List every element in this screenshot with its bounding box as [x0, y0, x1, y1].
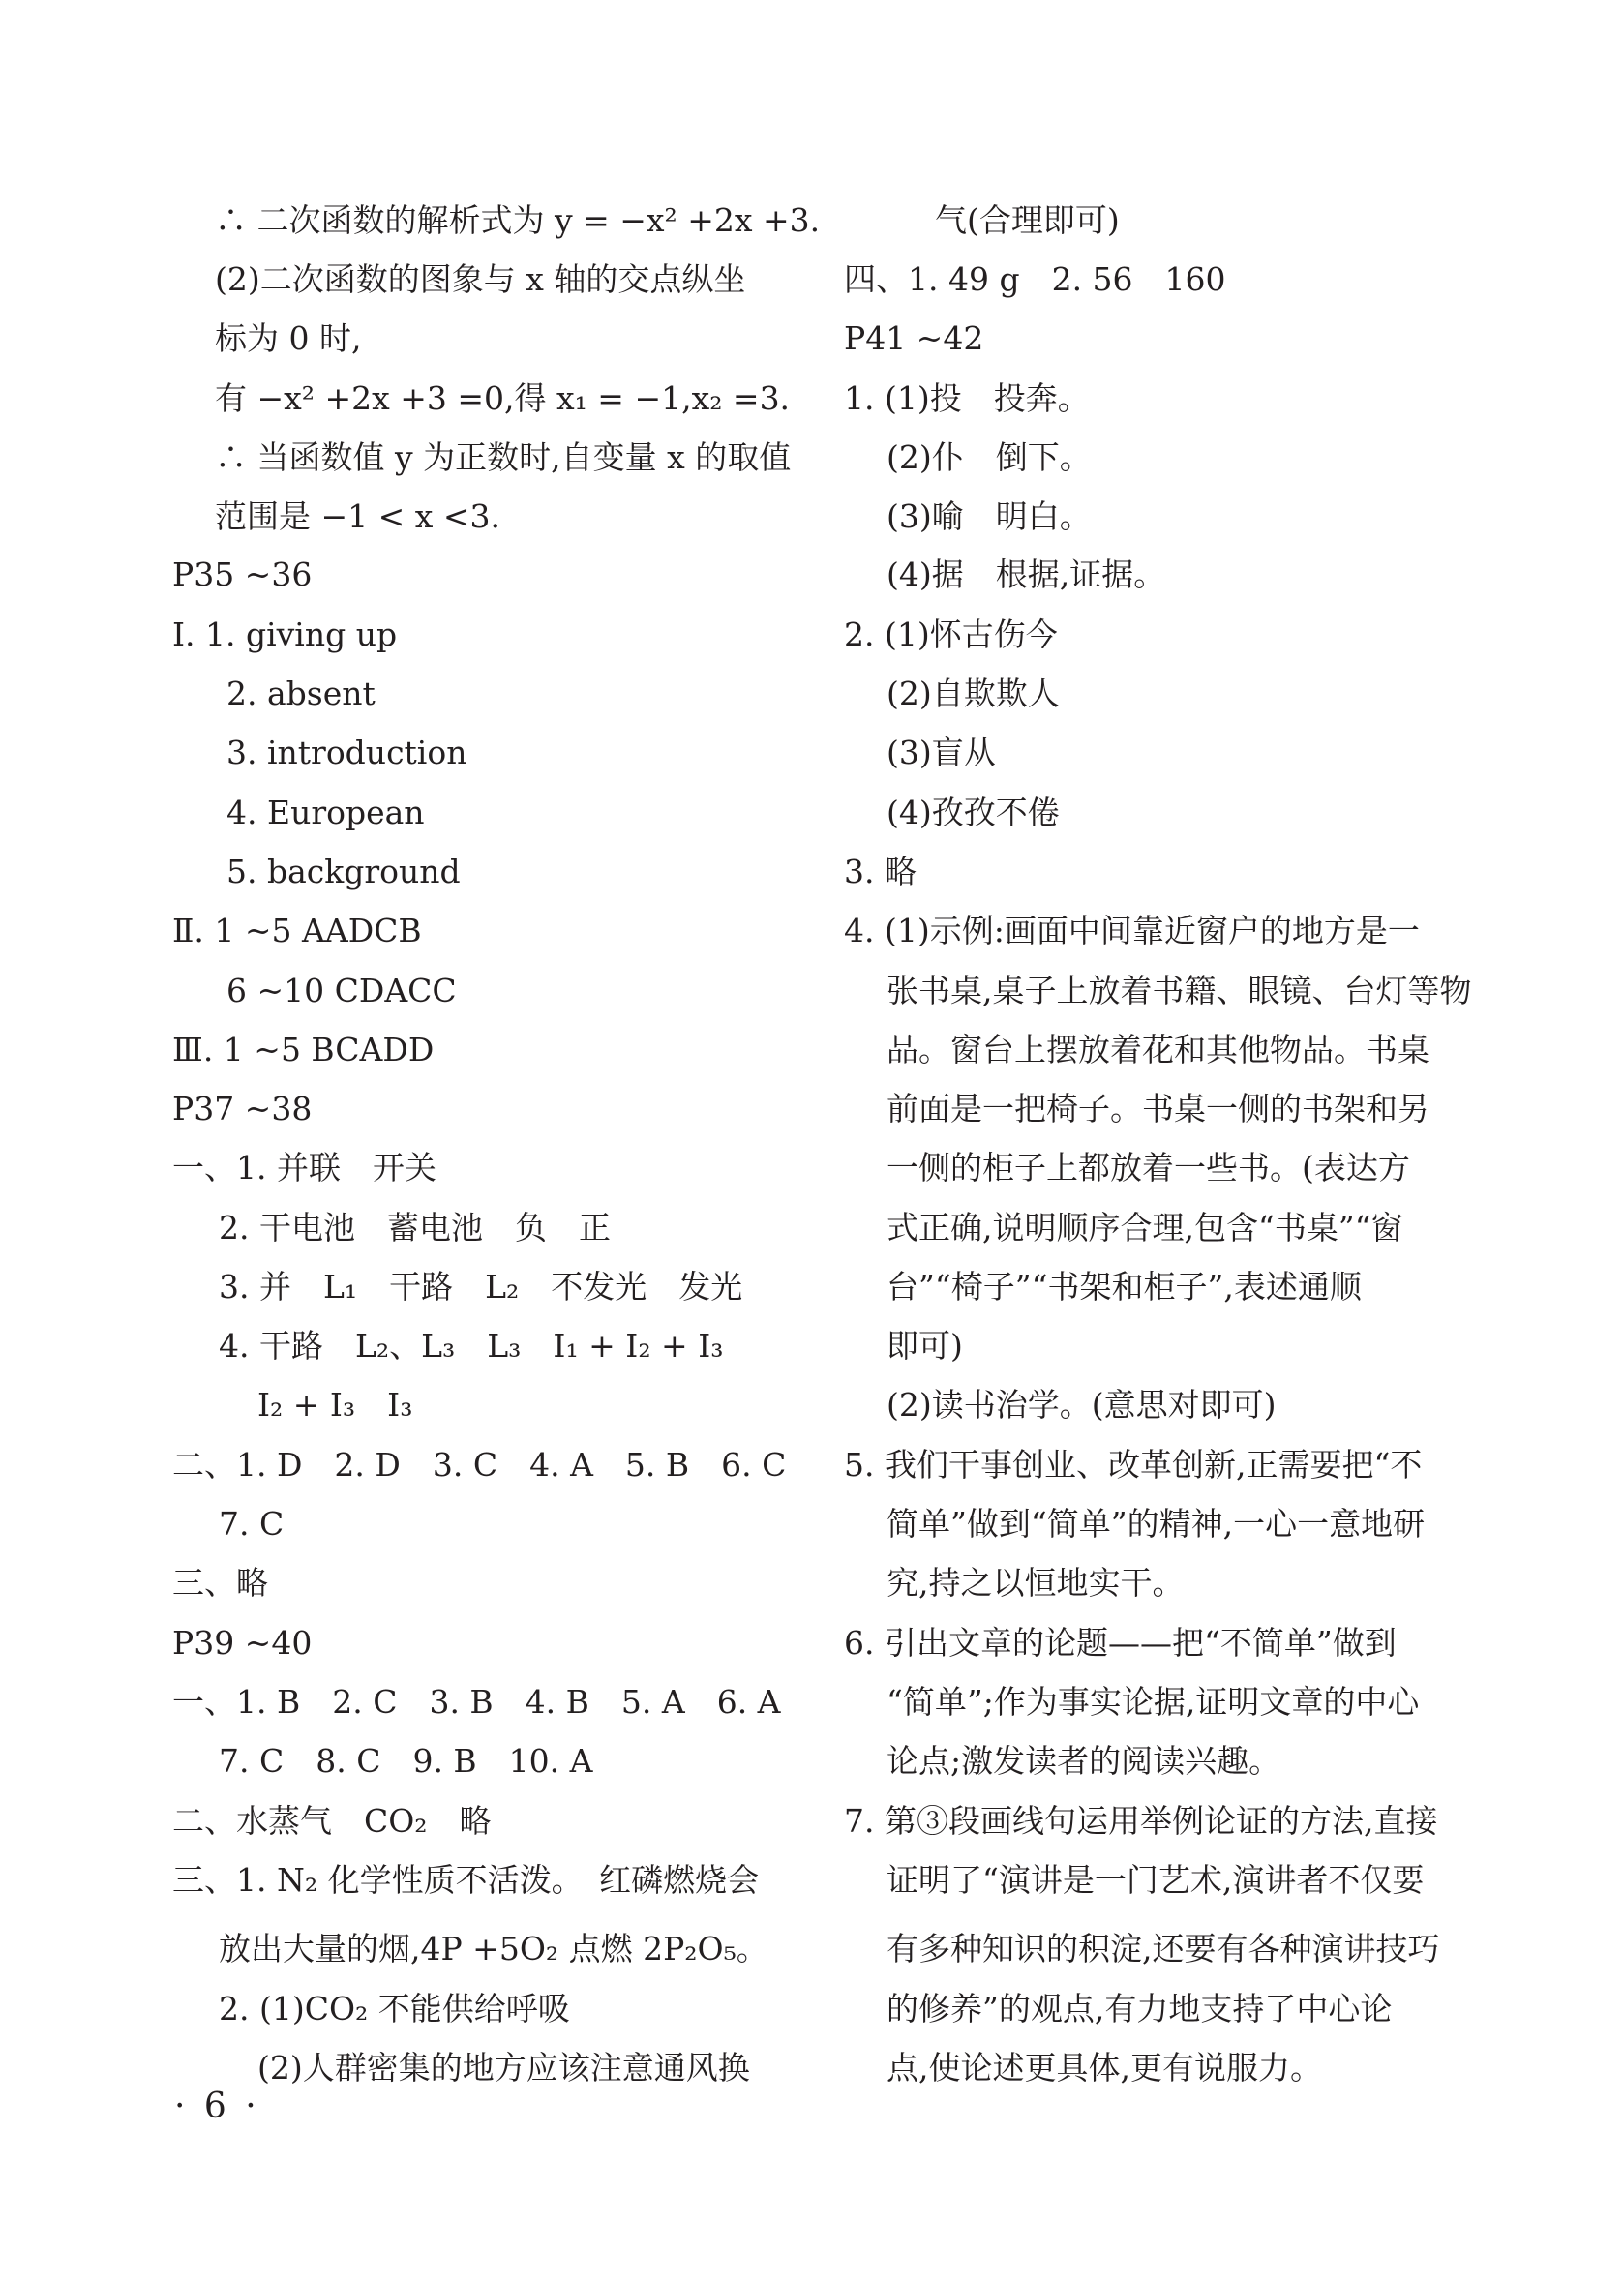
physics-7: 7. C — [219, 1505, 285, 1543]
q5-line-2: 简单”做到“简单”的精神,一心一意地研 — [887, 1505, 1426, 1543]
physics-3: 3. 并 L₁ 干路 L₂ 不发光 发光 — [219, 1268, 743, 1306]
section-p41: P41 ~42 — [844, 319, 984, 357]
q7-line-4: 的修养”的观点,有力地支持了中心论 — [887, 1990, 1393, 2027]
q5-line-1: 5. 我们干事创业、改革创新,正需要把“不 — [844, 1446, 1423, 1484]
page-number: · 6 · — [174, 2087, 260, 2126]
chem-3: 二、水蒸气 CO₂ 略 — [172, 1802, 492, 1840]
chinese-1: 1. (1)投 投奔。 — [844, 379, 1090, 417]
q5-line-3: 究,持之以恒地实干。 — [887, 1564, 1185, 1602]
line-math-3: 标为 0 时, — [215, 319, 362, 357]
physics-8: 三、略 — [172, 1564, 268, 1602]
chinese-9: 3. 略 — [844, 853, 917, 890]
chinese-6: (2)自欺欺人 — [887, 675, 1060, 712]
chem-6: 2. (1)CO₂ 不能供给呼吸 — [219, 1990, 570, 2027]
line-math-1: ∴ 二次函数的解析式为 y = −x² +2x +3. — [215, 201, 821, 239]
english-8: Ⅲ. 1 ~5 BCADD — [172, 1031, 435, 1068]
q4-line-2: 张书桌,桌子上放着书籍、眼镜、台灯等物 — [887, 972, 1472, 1009]
section-p35: P35 ~36 — [172, 555, 313, 593]
q4-line-7: 台”“椅子”“书架和柜子”,表述通顺 — [887, 1268, 1362, 1306]
physics-1: 一、1. 并联 开关 — [172, 1149, 436, 1186]
q4-line-9: (2)读书治学。(意思对即可) — [887, 1386, 1277, 1424]
line-math-6: 范围是 −1 < x <3. — [215, 497, 501, 535]
english-2: 2. absent — [226, 675, 376, 712]
english-3: 3. introduction — [226, 734, 467, 771]
q4-line-5: 一侧的柜子上都放着一些书。(表达方 — [887, 1149, 1410, 1186]
english-1: Ⅰ. 1. giving up — [172, 616, 398, 653]
chinese-7: (3)盲从 — [887, 734, 996, 771]
chinese-4: (4)据 根据,证据。 — [887, 555, 1166, 593]
line-math-2: (2)二次函数的图象与 x 轴的交点纵坐 — [215, 260, 746, 298]
physics-2: 2. 干电池 蓄电池 负 正 — [219, 1209, 611, 1246]
q4-line-6: 式正确,说明顺序合理,包含“书桌”“窗 — [887, 1209, 1403, 1246]
physics-4: 4. 干路 L₂、L₃ L₃ I₁ + I₂ + I₃ — [219, 1327, 724, 1365]
english-4: 4. European — [226, 794, 425, 831]
chinese-8: (4)孜孜不倦 — [887, 794, 1060, 831]
section-p37: P37 ~38 — [172, 1090, 313, 1127]
q4-line-3: 品。窗台上摆放着花和其他物品。书桌 — [887, 1031, 1429, 1068]
line-math-4: 有 −x² +2x +3 =0,得 x₁ = −1,x₂ =3. — [215, 379, 791, 417]
english-5: 5. background — [226, 853, 461, 890]
q4-line-4: 前面是一把椅子。书桌一侧的书架和另 — [887, 1090, 1429, 1127]
q7-line-1: 7. 第③段画线句运用举例论证的方法,直接 — [844, 1802, 1438, 1840]
physics-5: I₂ + I₃ I₃ — [257, 1386, 413, 1424]
q4-line-1: 4. (1)示例:画面中间靠近窗户的地方是一 — [844, 912, 1420, 949]
section-p39: P39 ~40 — [172, 1624, 313, 1662]
right-line-1: 气(合理即可) — [935, 201, 1120, 239]
english-7: 6 ~10 CDACC — [226, 972, 457, 1009]
q7-line-5: 点,使论述更具体,更有说服力。 — [887, 2049, 1322, 2087]
chinese-5: 2. (1)怀古伤今 — [844, 616, 1058, 653]
right-line-2: 四、1. 49 g 2. 56 160 — [844, 260, 1226, 298]
chinese-3: (3)喻 明白。 — [887, 497, 1092, 535]
chinese-2: (2)仆 倒下。 — [887, 438, 1092, 476]
q7-line-3: 有多种知识的积淀,还要有各种演讲技巧 — [887, 1930, 1440, 1967]
q6-line-3: 论点;激发读者的阅读兴趣。 — [887, 1742, 1281, 1780]
physics-6: 二、1. D 2. D 3. C 4. A 5. B 6. C — [172, 1446, 787, 1484]
chem-1: 一、1. B 2. C 3. B 4. B 5. A 6. A — [172, 1683, 781, 1721]
chem-4: 三、1. N₂ 化学性质不活泼。 红磷燃烧会 — [172, 1861, 760, 1899]
chem-2: 7. C 8. C 9. B 10. A — [219, 1742, 593, 1780]
q6-line-1: 6. 引出文章的论题——把“不简单”做到 — [844, 1624, 1397, 1662]
english-6: Ⅱ. 1 ~5 AADCB — [172, 912, 422, 949]
chem-5: 放出大量的烟,4P +5O₂ 点燃 2P₂O₅。 — [219, 1930, 768, 1967]
q4-line-8: 即可) — [887, 1327, 963, 1365]
q7-line-2: 证明了“演讲是一门艺术,演讲者不仅要 — [887, 1861, 1425, 1899]
line-math-5: ∴ 当函数值 y 为正数时,自变量 x 的取值 — [215, 438, 792, 476]
q6-line-2: “简单”;作为事实论据,证明文章的中心 — [887, 1683, 1420, 1721]
chem-7: (2)人群密集的地方应该注意通风换 — [257, 2049, 750, 2087]
